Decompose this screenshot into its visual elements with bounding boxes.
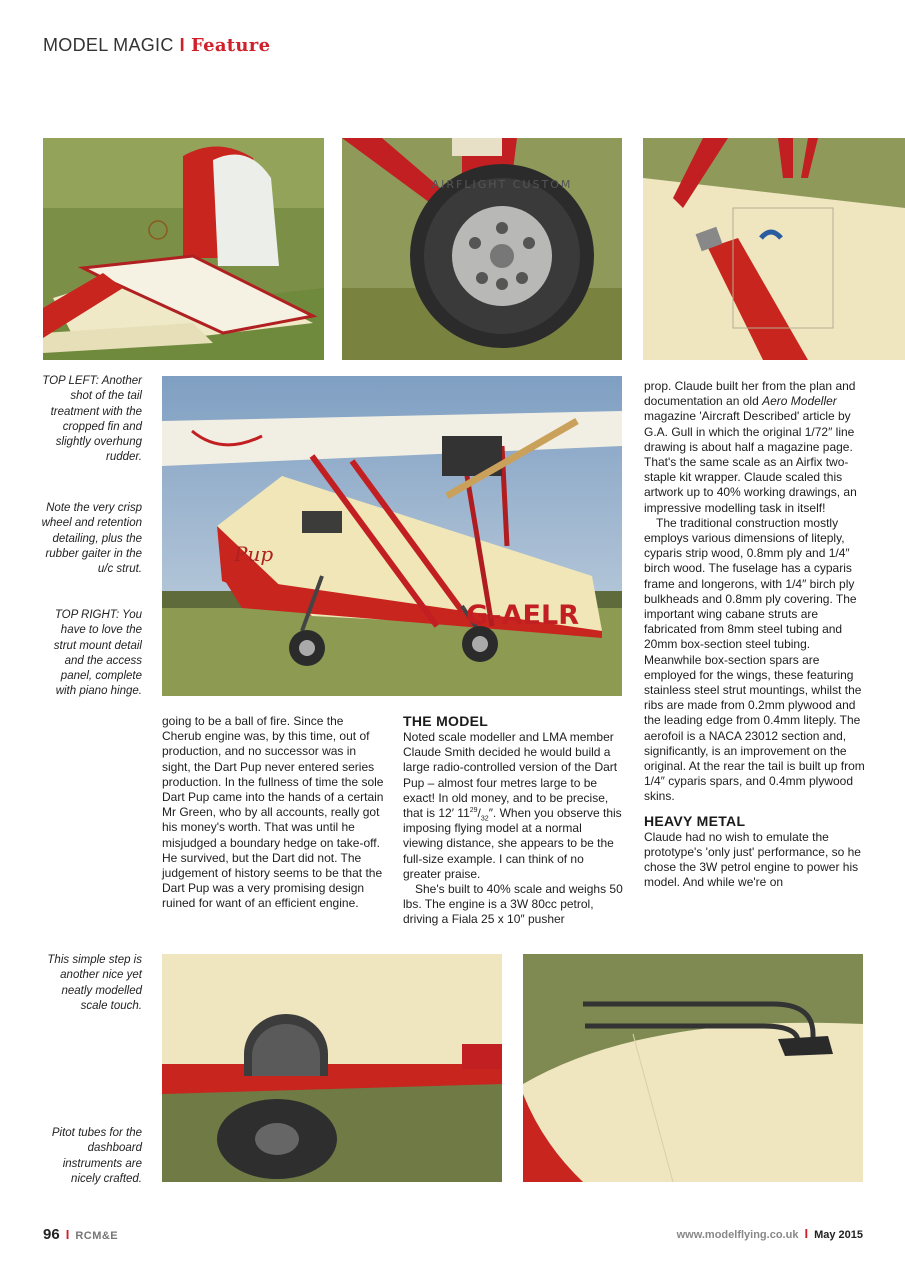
- paragraph: The traditional construction mostly employs various dimensions of liteply, cyparis strip wood, 0.8mm ply and 1/4″ birch wood. The fuselage has a cyparis frame and longerons, with 1/4″ birch ply bulkheads and 0.8mm ply covering. The important wing cabane struts are fabricated from 8mm steel tubing and 20mm box-section steel tubing. Meanwhile box-section spars are employed for the wings, these featuring stainless steel strut mountings, whilst the ribs are made from 0.2mm plywood and the leading edge from 0.4mm liteply. The aerofoil is a NACA 23012 section and, significantly, is an improvement on the original. At the rear the tail is built up from 1/4″ cyparis spars, and 0.4mm plywood skins.: [644, 515, 865, 804]
- registration-letters: G–AELR: [466, 600, 579, 631]
- photo-pitot: [523, 954, 863, 1182]
- magazine-name: RCM&E: [75, 1230, 119, 1242]
- caption-pitot: Pitot tubes for the dashboard instruments are nicely crafted.: [51, 1127, 142, 1185]
- fuselage-script: Pup: [234, 542, 274, 566]
- photo-step: [162, 954, 502, 1182]
- tyre-lettering: AIRFLIGHT CUSTOM: [431, 178, 573, 191]
- photo-tail: [43, 138, 324, 360]
- photo-strut-mount: [643, 138, 905, 360]
- footer-left: [43, 1226, 118, 1243]
- website-link: www.modelflying.co.uk: [676, 1229, 799, 1241]
- heading-heavy-metal: HEAVY METAL: [644, 812, 746, 829]
- photo-wheel: [342, 138, 622, 360]
- caption-top-right: TOP RIGHT: You have to love the strut mount detail and the access panel, complete with piano hinge.: [53, 609, 142, 698]
- section-label: Feature: [190, 35, 271, 56]
- page-number: 96: [43, 1226, 60, 1243]
- paragraph: Claude had no wish to emulate the prototype's 'only just' performance, so he chose the 3W petrol engine to power his model. And while we're on: [644, 829, 861, 890]
- article-column-3: [644, 379, 866, 891]
- footer-right: [677, 1226, 863, 1241]
- issue-date: May 2015: [814, 1229, 863, 1241]
- header-separator: I: [179, 35, 185, 55]
- page-header: [43, 35, 270, 56]
- footer-separator: I: [65, 1227, 70, 1242]
- article-column-2: [403, 713, 623, 928]
- footer-separator: I: [804, 1226, 809, 1241]
- paragraph: Noted scale modeller and LMA member Claude Smith decided he would build a large radio-controlled version of the Dart Pup – almost four metres large to be exact! In old money, and to be precise, that is 12′ $11^{29}/_{32}''$. When you observe this imposing flying model at a normal viewing distance, she appears to be the full-size example. I can think of no greater praise.: [403, 730, 622, 881]
- paragraph: She's built to 40% scale and weighs 50 lbs. The engine is a 3W 80cc petrol, driving a Fiala 25 x 10″ pusher: [403, 882, 623, 927]
- heading-the-model: THE MODEL: [403, 713, 489, 729]
- caption-step: This simple step is another nice yet neatly modelled scale touch.: [47, 954, 142, 1012]
- paragraph: prop. Claude built her from the plan and documentation an old Aero Modeller magazine 'Aircraft Described' article by G.A. Gull in which the original 1/72″ line drawing is about half a magazine page. That's the same scale as an Airfix two-staple kit wrapper. Claude scaled this artwork up to 40% working drawings, an impressive modelling task in itself!: [644, 379, 857, 515]
- caption-top-left: TOP LEFT: Another shot of the tail treatment with the cropped fin and slightly overhung rudder.: [42, 375, 142, 464]
- section-title: MODEL MAGIC: [43, 35, 174, 55]
- photo-main-aircraft: [162, 376, 622, 696]
- caption-wheel: Note the very crisp wheel and retention detailing, plus the rubber gaiter in the u/c strut.: [41, 502, 142, 576]
- paragraph: going to be a ball of fire. Since the Cherub engine was, by this time, out of production, and no successor was in sight, the Dart Pup never entered series production. In the fullness of time the sole Dart Pup came into the hands of a certain Mr Green, who by all accounts, really got his money's worth. That was until he misjudged a boundary hedge on take-off. He survived, but the Dart did not. The judgement of history seems to be that the Dart Pup was a very promising design ruined for want of an efficient engine.: [162, 714, 384, 911]
- article-column-1: [162, 714, 384, 912]
